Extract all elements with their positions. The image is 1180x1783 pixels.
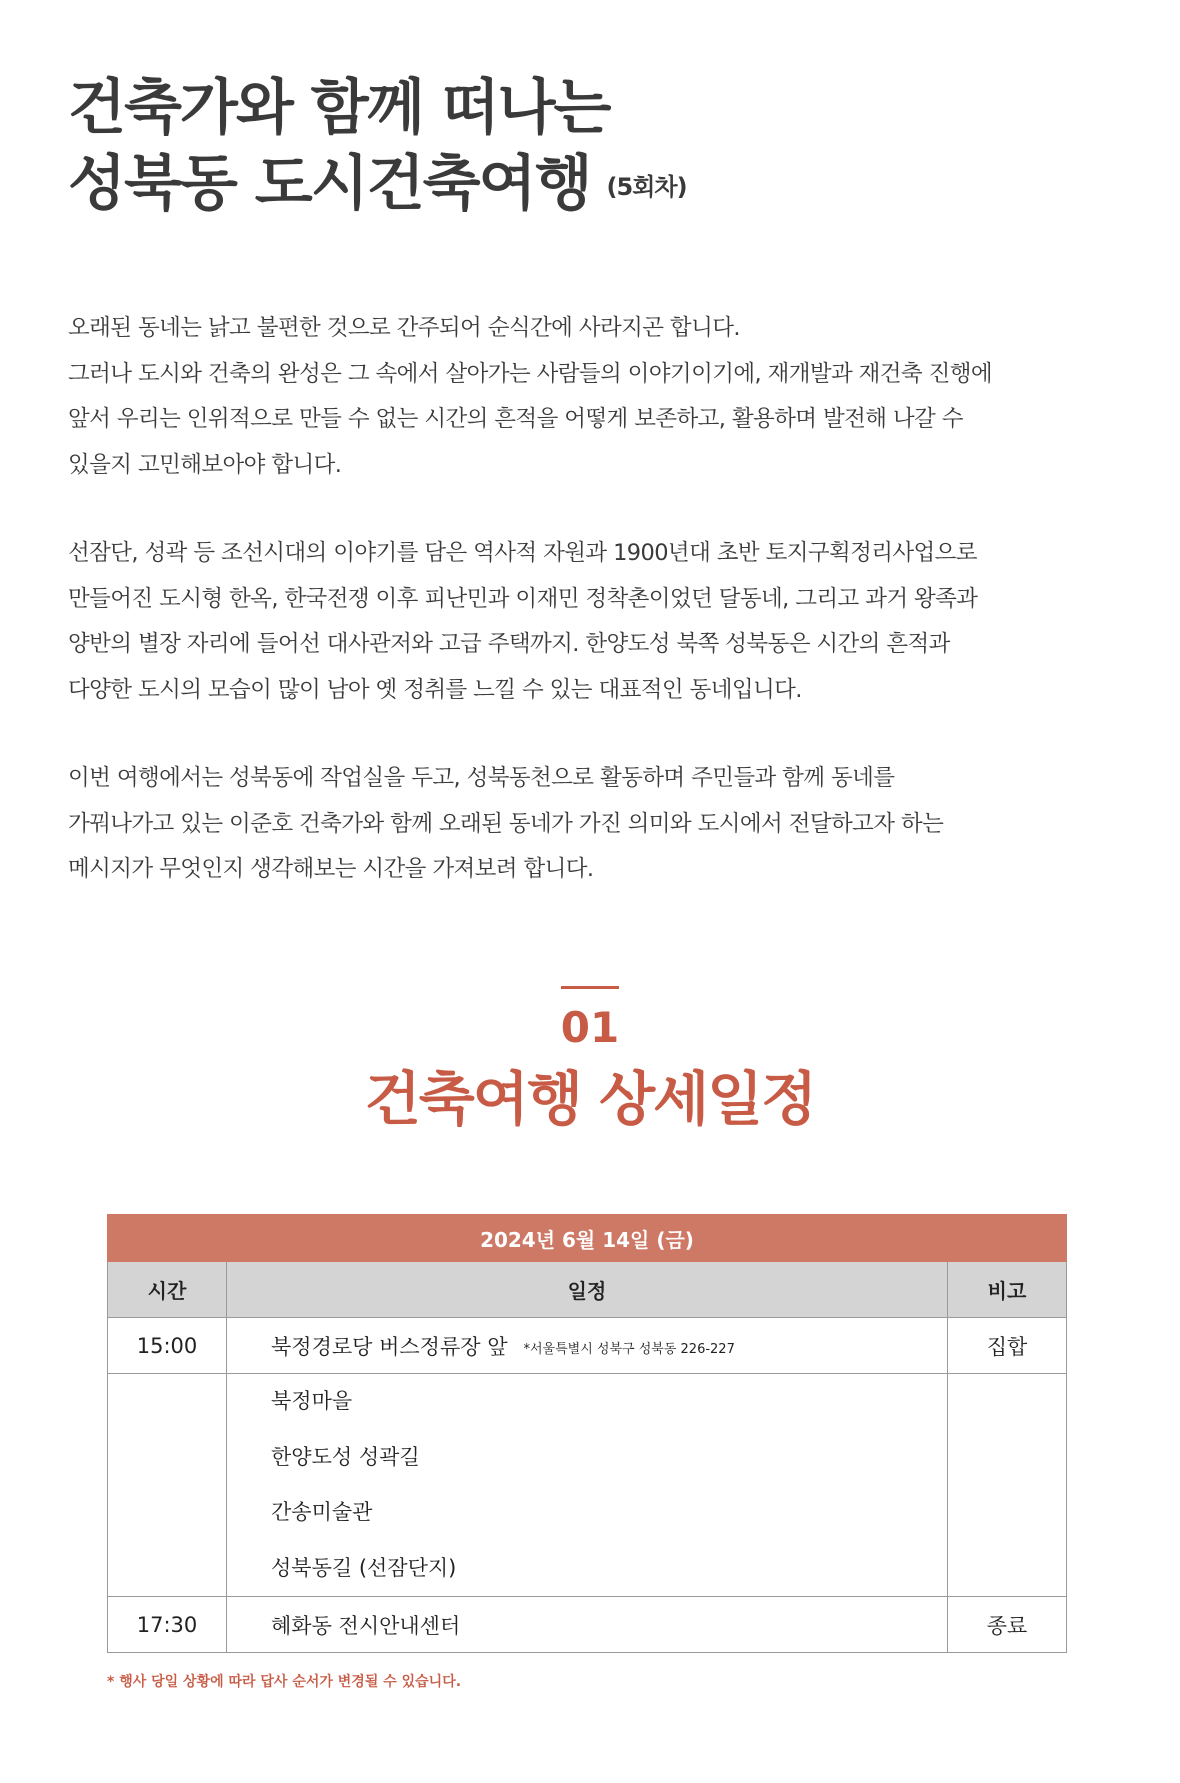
paragraph-line: 양반의 별장 자리에 들어선 대사관저와 고급 주택까지. 한양도성 북쪽 성북동은 시간의 흔적과: [68, 631, 950, 657]
list-item: 성북동길 (선잠단지): [271, 1555, 457, 1580]
title-line-1: 건축가와 함께 떠나는: [68, 73, 610, 143]
table-row: [108, 1318, 1067, 1374]
paragraph-line: 이번 여행에서는 성북동에 작업실을 두고, 성북동천으로 활동하며 주민들과 함께 동네를: [68, 765, 895, 791]
header-time: 시간: [108, 1262, 227, 1318]
table-row: [108, 1597, 1067, 1653]
title-session-count: (5회차): [606, 173, 687, 202]
list-item: 북정마을: [271, 1389, 353, 1413]
table-row: [108, 1374, 1067, 1597]
paragraph-line: 가꿔나가고 있는 이준호 건축가와 함께 오래된 동네가 가진 의미와 도시에서 전달하고자 하는: [68, 810, 944, 837]
row-note: 집합: [948, 1318, 1067, 1374]
title-line-2: [68, 146, 1128, 225]
paragraph-line: 그러나 도시와 건축의 완성은 그 속에서 살아가는 사람들의 이야기이기에, 재개발과 재건축 진행에: [68, 360, 993, 387]
schedule-date-row: [108, 1215, 1067, 1262]
paragraph-line: 메시지가 무엇인지 생각해보는 시간을 가져보려 합니다.: [68, 856, 594, 882]
header-schedule: 일정: [227, 1262, 948, 1318]
row-place: 혜화동 전시안내센터: [271, 1613, 461, 1638]
row-address: *서울특별시 성북구 성북동 226-227: [523, 1342, 735, 1357]
paragraph-line: 있을지 고민해보아야 합니다.: [68, 451, 342, 478]
paragraph: [68, 756, 1128, 893]
paragraph-line: 앞서 우리는 인위적으로 만들 수 없는 시간의 흔적을 어떻게 보존하고, 활용하며 발전해 나갈 수: [68, 406, 963, 432]
paragraph: [68, 531, 1128, 713]
row-note: [948, 1374, 1067, 1597]
section-divider: [561, 986, 619, 989]
paragraph-line: 선잠단, 성곽 등 조선시대의 이야기를 담은 역사적 자원과 1900년대 초반 토지구획정리사업으로: [68, 540, 977, 566]
row-time: 17:30: [108, 1597, 227, 1653]
list-item: 간송미술관: [271, 1500, 373, 1524]
paragraph-line: 다양한 도시의 모습이 많이 남아 옛 정취를 느낄 수 있는 대표적인 동네입니다.: [68, 676, 802, 703]
row-note: 종료: [948, 1597, 1067, 1653]
row-time: 15:00: [108, 1318, 227, 1374]
row-schedule: [227, 1597, 948, 1653]
schedule-header-row: [108, 1262, 1067, 1318]
section-title: 건축여행 상세일정: [364, 1065, 816, 1133]
row-schedule: [227, 1374, 948, 1597]
title-line-2-text: 성북동 도시건축여행: [68, 149, 591, 219]
paragraph-line: 만들어진 도시형 한옥, 한국전쟁 이후 피난민과 이재민 정착촌이었던 달동네, 그리고 과거 왕족과: [68, 585, 978, 612]
section-number: 01: [560, 1003, 620, 1052]
section-header: [0, 986, 1180, 1135]
intro-text: [68, 306, 1128, 936]
paragraph-line: 오래된 동네는 낡고 불편한 것으로 간주되어 순식간에 사라지곤 합니다.: [68, 315, 740, 341]
page-title: [68, 70, 1128, 225]
schedule-date: 2024년 6월 14일 (금): [108, 1215, 1067, 1262]
row-schedule: [227, 1318, 948, 1374]
row-time: [108, 1374, 227, 1597]
row-place: 북정경로당 버스정류장 앞: [271, 1334, 508, 1359]
list-item: 한양도성 성곽길: [271, 1444, 420, 1469]
footnote: * 행사 당일 상황에 따라 답사 순서가 변경될 수 있습니다.: [107, 1674, 462, 1690]
paragraph: [68, 306, 1128, 488]
header-note: 비고: [948, 1262, 1067, 1318]
schedule-table: [107, 1214, 1067, 1653]
